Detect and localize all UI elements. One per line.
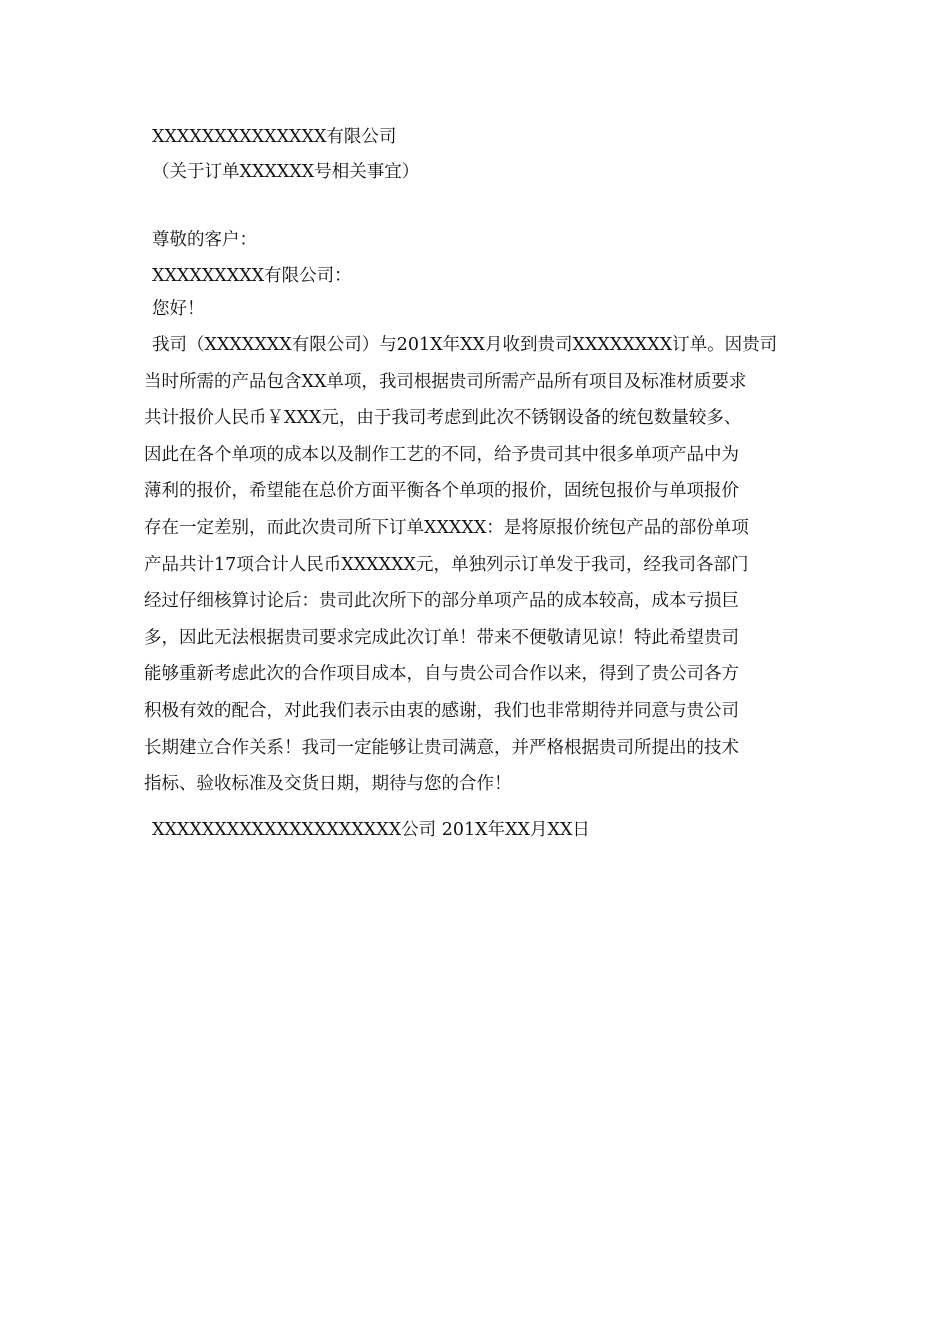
- greeting: 您好！: [152, 299, 205, 319]
- body-line: 经过仔细核算讨论后：贵司此次所下的部分单项产品的成本较高，成本亏损巨: [144, 591, 739, 612]
- body-line: 积极有效的配合，对此我们表示由衷的感谢，我们也非常期待并同意与贵公司: [144, 700, 739, 721]
- body-line: 我司（XXXXXXX有限公司）与201X年XX月收到贵司XXXXXXXX订单。因贵司: [152, 335, 778, 355]
- salutation: 尊敬的客户：: [152, 230, 257, 250]
- body-line: 多，因此无法根据贵司要求完成此次订单！带来不便敬请见谅！特此希望贵司: [144, 627, 739, 648]
- subject-line: （关于订单XXXXXX号相关事宜）: [152, 162, 420, 182]
- body-line: 存在一定差别，而此次贵司所下订单XXXXX：是将原报价统包产品的部份单项: [144, 517, 749, 538]
- letter-body: [144, 327, 804, 803]
- body-line: 共计报价人民币￥XXX元，由于我司考虑到此次不锈钢设备的统包数量较多、: [144, 408, 742, 429]
- body-line: 产品共计17项合计人民币XXXXXX元，单独列示订单发于我司，经我司各部门: [144, 554, 749, 575]
- body-line: 薄利的报价，希望能在总价方面平衡各个单项的报价，固统包报价与单项报价: [144, 481, 739, 502]
- signature-line: XXXXXXXXXXXXXXXXXXXX公司 201X年XX月XX日: [152, 820, 590, 840]
- body-line: 当时所需的产品包含XX单项，我司根据贵司所需产品所有项目及标准材质要求: [144, 371, 747, 392]
- recipient-name: XXXXXXXXX有限公司：: [152, 266, 352, 286]
- company-header: XXXXXXXXXXXXXX有限公司: [152, 127, 397, 147]
- body-line: 因此在各个单项的成本以及制作工艺的不同，给予贵司其中很多单项产品中为: [144, 444, 739, 465]
- body-line: 指标、验收标准及交货日期，期待与您的合作！: [144, 774, 512, 795]
- body-line: 能够重新考虑此次的合作项目成本，自与贵公司合作以来，得到了贵公司各方: [144, 664, 739, 685]
- body-line: 长期建立合作关系！我司一定能够让贵司满意，并严格根据贵司所提出的技术: [144, 737, 739, 758]
